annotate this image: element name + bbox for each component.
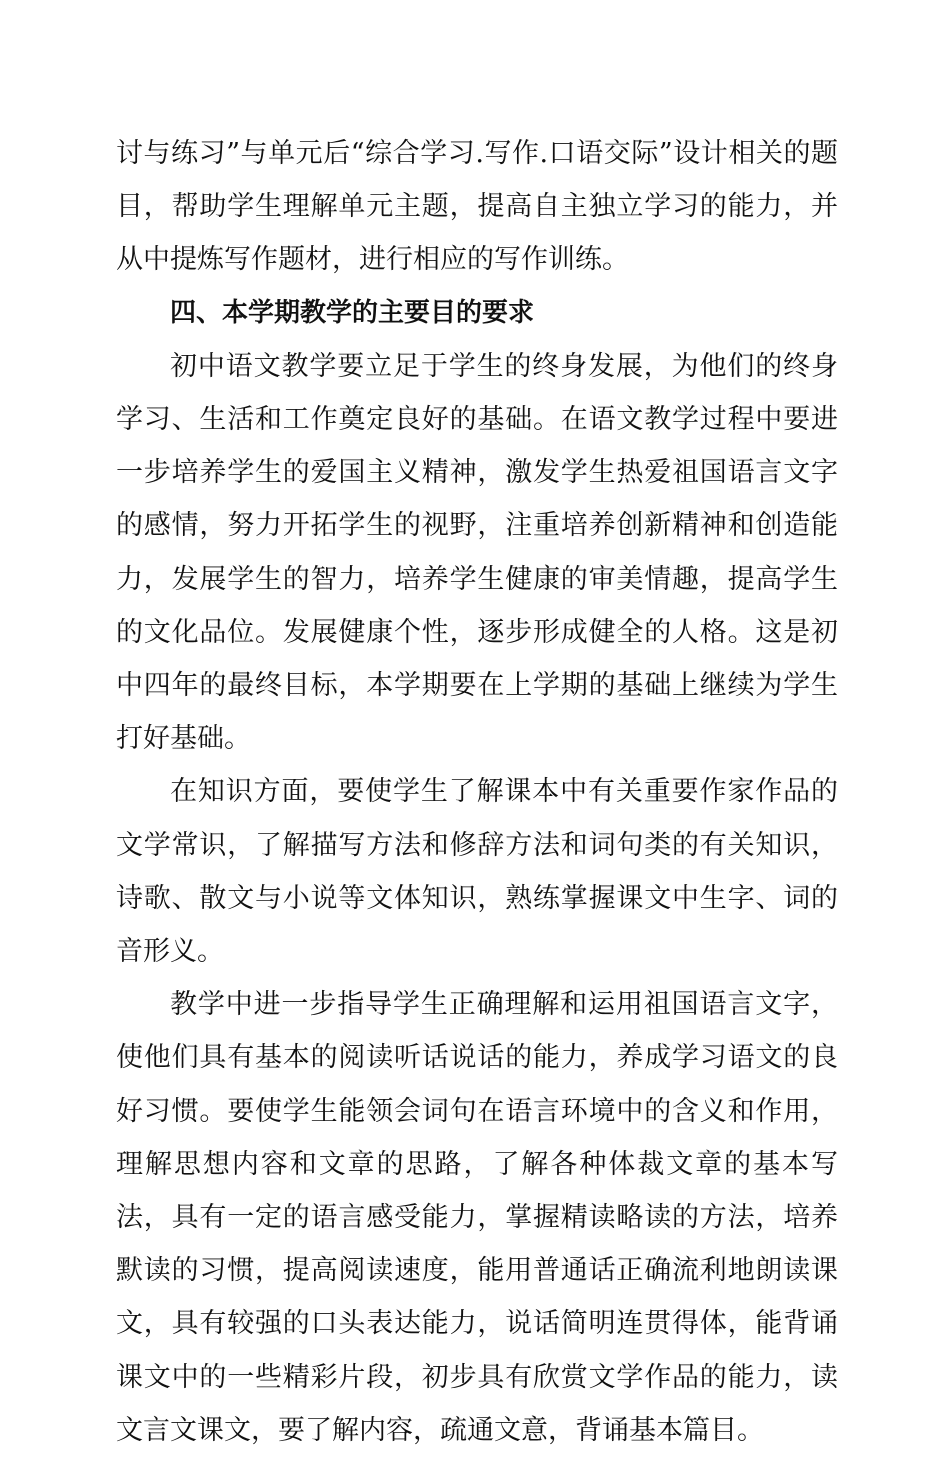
document-body [116, 127, 838, 1457]
paragraph-knowledge: 在知识方面，要使学生了解课本中有关重要作家作品的文学常识，了解描写方法和修辞方法和词句类的有关知识，诗歌、散文与小说等文体知识，熟练掌握课文中生字、词的音形义。 [116, 776, 838, 968]
paragraph-abilities: 教学中进一步指导学生正确理解和运用祖国语言文字，使他们具有基本的阅读听话说话的能力，养成学习语文的良好习惯。要使学生能领会词句在语言环境中的含义和作用，理解思想内容和文章的思路，了解各种体裁文章的基本写法，具有一定的语言感受能力，掌握精读略读的方法，培养默读的习惯，提高阅读速度，能用普通话正确流利地朗读课文，具有较强的口头表达能力，说话简明连贯得体，能背诵课文中的一些精彩片段，初步具有欣赏文学作品的能力，读文言文课文，要了解内容，疏通文意，背诵基本篇目。 [116, 989, 838, 1446]
paragraph-goals: 初中语文教学要立足于学生的终身发展，为他们的终身学习、生活和工作奠定良好的基础。在语文教学过程中要进一步培养学生的爱国主义精神，激发学生热爱祖国语言文字的感情，努力开拓学生的视野，注重培养创新精神和创造能力，发展学生的智力，培养学生健康的审美情趣，提高学生的文化品位。发展健康个性，逐步形成健全的人格。这是初中四年的最终目标，本学期要在上学期的基础上继续为学生打好基础。 [116, 350, 838, 755]
section-heading: 四、本学期教学的主要目的要求 [170, 297, 535, 328]
paragraph-continuation: 讨与练习”与单元后“综合学习.写作.口语交际”设计相关的题目，帮助学生理解单元主题，提高自主独立学习的能力，并从中提炼写作题材，进行相应的写作训练。 [116, 138, 838, 276]
